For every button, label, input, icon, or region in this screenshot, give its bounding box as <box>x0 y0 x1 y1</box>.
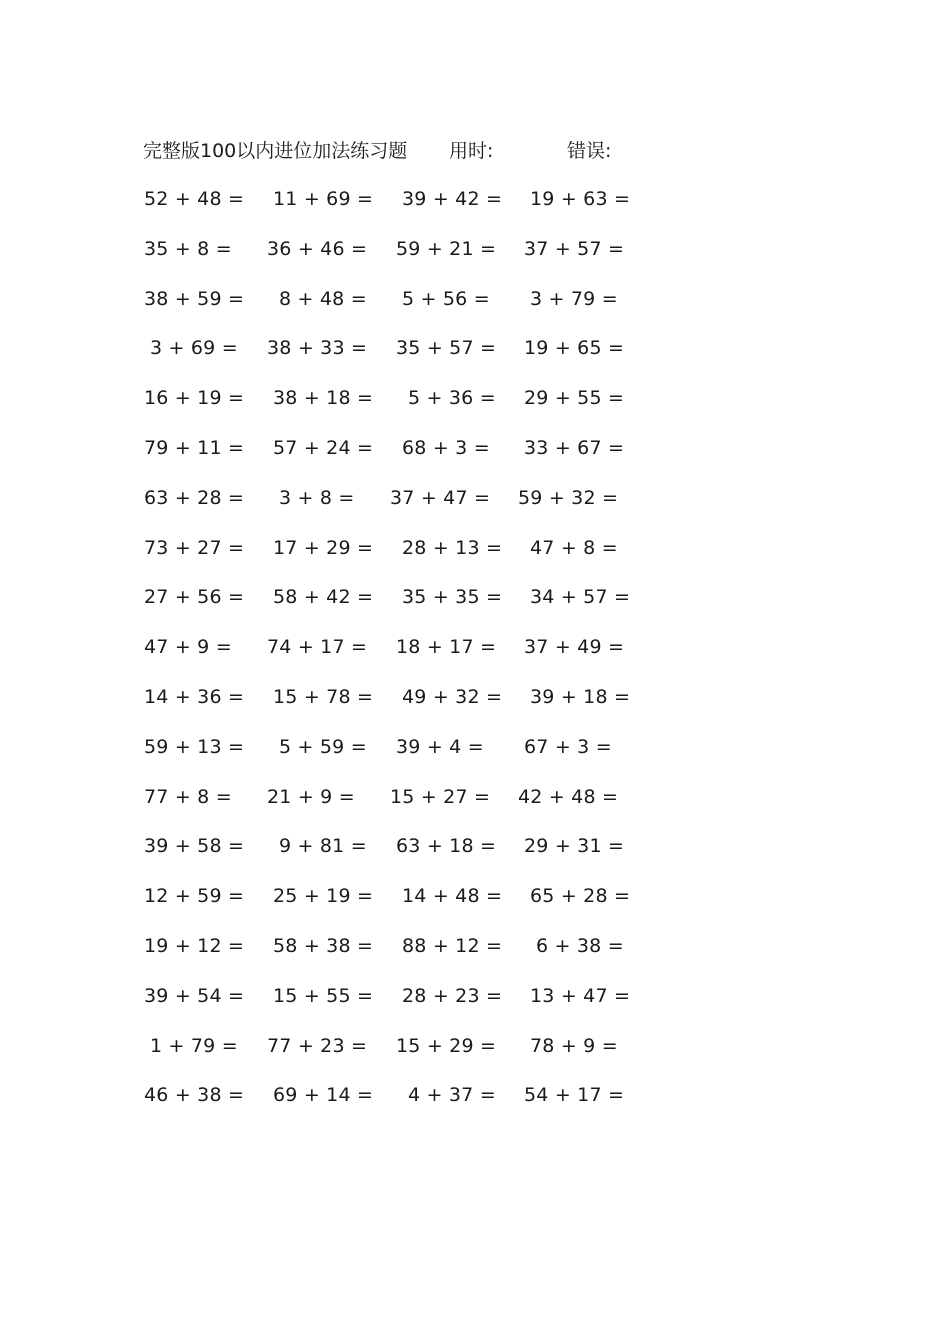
addition-problem: 29 + 55 = <box>524 387 625 410</box>
error-label: 错误: <box>567 140 612 162</box>
addition-problem: 15 + 27 = <box>390 785 491 808</box>
addition-problem: 19 + 63 = <box>530 188 631 210</box>
addition-problem: 79 + 11 = <box>144 437 245 459</box>
addition-problem: 46 + 38 = <box>144 1084 245 1107</box>
addition-problem: 39 + 18 = <box>530 686 631 708</box>
addition-problem: 33 + 67 = <box>524 437 625 459</box>
addition-problem: 21 + 9 = <box>267 785 355 808</box>
addition-problem: 18 + 17 = <box>396 636 497 659</box>
addition-problem: 19 + 65 = <box>524 337 625 360</box>
addition-problem: 65 + 28 = <box>530 885 631 908</box>
addition-problem: 15 + 29 = <box>396 1034 497 1057</box>
addition-problem: 29 + 31 = <box>524 835 625 858</box>
addition-problem: 39 + 42 = <box>402 188 503 210</box>
addition-problem: 37 + 47 = <box>390 486 491 509</box>
addition-problem: 54 + 17 = <box>524 1084 625 1107</box>
addition-problem: 88 + 12 = <box>402 935 503 957</box>
addition-problem: 35 + 8 = <box>144 237 232 260</box>
addition-problem: 39 + 54 = <box>144 984 245 1007</box>
addition-problem: 27 + 56 = <box>144 586 245 609</box>
addition-problem: 28 + 13 = <box>402 536 503 559</box>
addition-problem: 11 + 69 = <box>273 188 374 210</box>
addition-problem: 8 + 48 = <box>279 287 367 310</box>
addition-problem: 49 + 32 = <box>402 686 503 708</box>
time-label: 用时: <box>449 140 494 162</box>
addition-problem: 39 + 4 = <box>396 735 484 758</box>
addition-problem: 35 + 57 = <box>396 337 497 360</box>
addition-problem: 3 + 79 = <box>530 287 618 310</box>
worksheet-title: 完整版100以内进位加法练习题 <box>143 140 408 162</box>
addition-problem: 59 + 21 = <box>396 237 497 260</box>
addition-problem: 3 + 69 = <box>150 337 238 360</box>
addition-problem: 77 + 8 = <box>144 785 232 808</box>
addition-problem: 78 + 9 = <box>530 1034 618 1057</box>
addition-problem: 15 + 78 = <box>273 686 374 708</box>
addition-problem: 1 + 79 = <box>150 1034 238 1057</box>
addition-problem: 52 + 48 = <box>144 188 245 210</box>
addition-problem: 58 + 38 = <box>273 935 374 957</box>
addition-problem: 42 + 48 = <box>518 785 619 808</box>
addition-problem: 15 + 55 = <box>273 984 374 1007</box>
addition-problem: 16 + 19 = <box>144 387 245 410</box>
addition-problem: 63 + 18 = <box>396 835 497 858</box>
addition-problem: 5 + 59 = <box>279 735 367 758</box>
addition-problem: 38 + 18 = <box>273 387 374 410</box>
addition-problem: 37 + 49 = <box>524 636 625 659</box>
addition-problem: 14 + 48 = <box>402 885 503 908</box>
addition-problem: 63 + 28 = <box>144 486 245 509</box>
addition-problem: 35 + 35 = <box>402 586 503 609</box>
addition-problem: 14 + 36 = <box>144 686 245 708</box>
addition-problem: 4 + 37 = <box>408 1084 496 1107</box>
addition-problem: 6 + 38 = <box>536 935 624 957</box>
addition-problem: 69 + 14 = <box>273 1084 374 1107</box>
addition-problem: 38 + 33 = <box>267 337 368 360</box>
addition-problem: 39 + 58 = <box>144 835 245 858</box>
addition-problem: 5 + 36 = <box>408 387 496 410</box>
addition-problem: 58 + 42 = <box>273 586 374 609</box>
addition-problem: 25 + 19 = <box>273 885 374 908</box>
addition-problem: 34 + 57 = <box>530 586 631 609</box>
addition-problem: 37 + 57 = <box>524 237 625 260</box>
addition-problem: 5 + 56 = <box>402 287 490 310</box>
addition-problem: 17 + 29 = <box>273 536 374 559</box>
addition-problem: 38 + 59 = <box>144 287 245 310</box>
addition-problem: 3 + 8 = <box>279 486 355 509</box>
addition-problem: 57 + 24 = <box>273 437 374 459</box>
addition-problem: 59 + 32 = <box>518 486 619 509</box>
addition-problem: 68 + 3 = <box>402 437 490 459</box>
addition-problem: 47 + 9 = <box>144 636 232 659</box>
addition-problem: 47 + 8 = <box>530 536 618 559</box>
addition-problem: 36 + 46 = <box>267 237 368 260</box>
addition-problem: 77 + 23 = <box>267 1034 368 1057</box>
addition-problem: 59 + 13 = <box>144 735 245 758</box>
addition-problem: 74 + 17 = <box>267 636 368 659</box>
addition-problem: 19 + 12 = <box>144 935 245 957</box>
addition-problem: 12 + 59 = <box>144 885 245 908</box>
addition-problem: 9 + 81 = <box>279 835 367 858</box>
addition-problem: 73 + 27 = <box>144 536 245 559</box>
addition-problem: 28 + 23 = <box>402 984 503 1007</box>
addition-problem: 13 + 47 = <box>530 984 631 1007</box>
addition-problem: 67 + 3 = <box>524 735 612 758</box>
